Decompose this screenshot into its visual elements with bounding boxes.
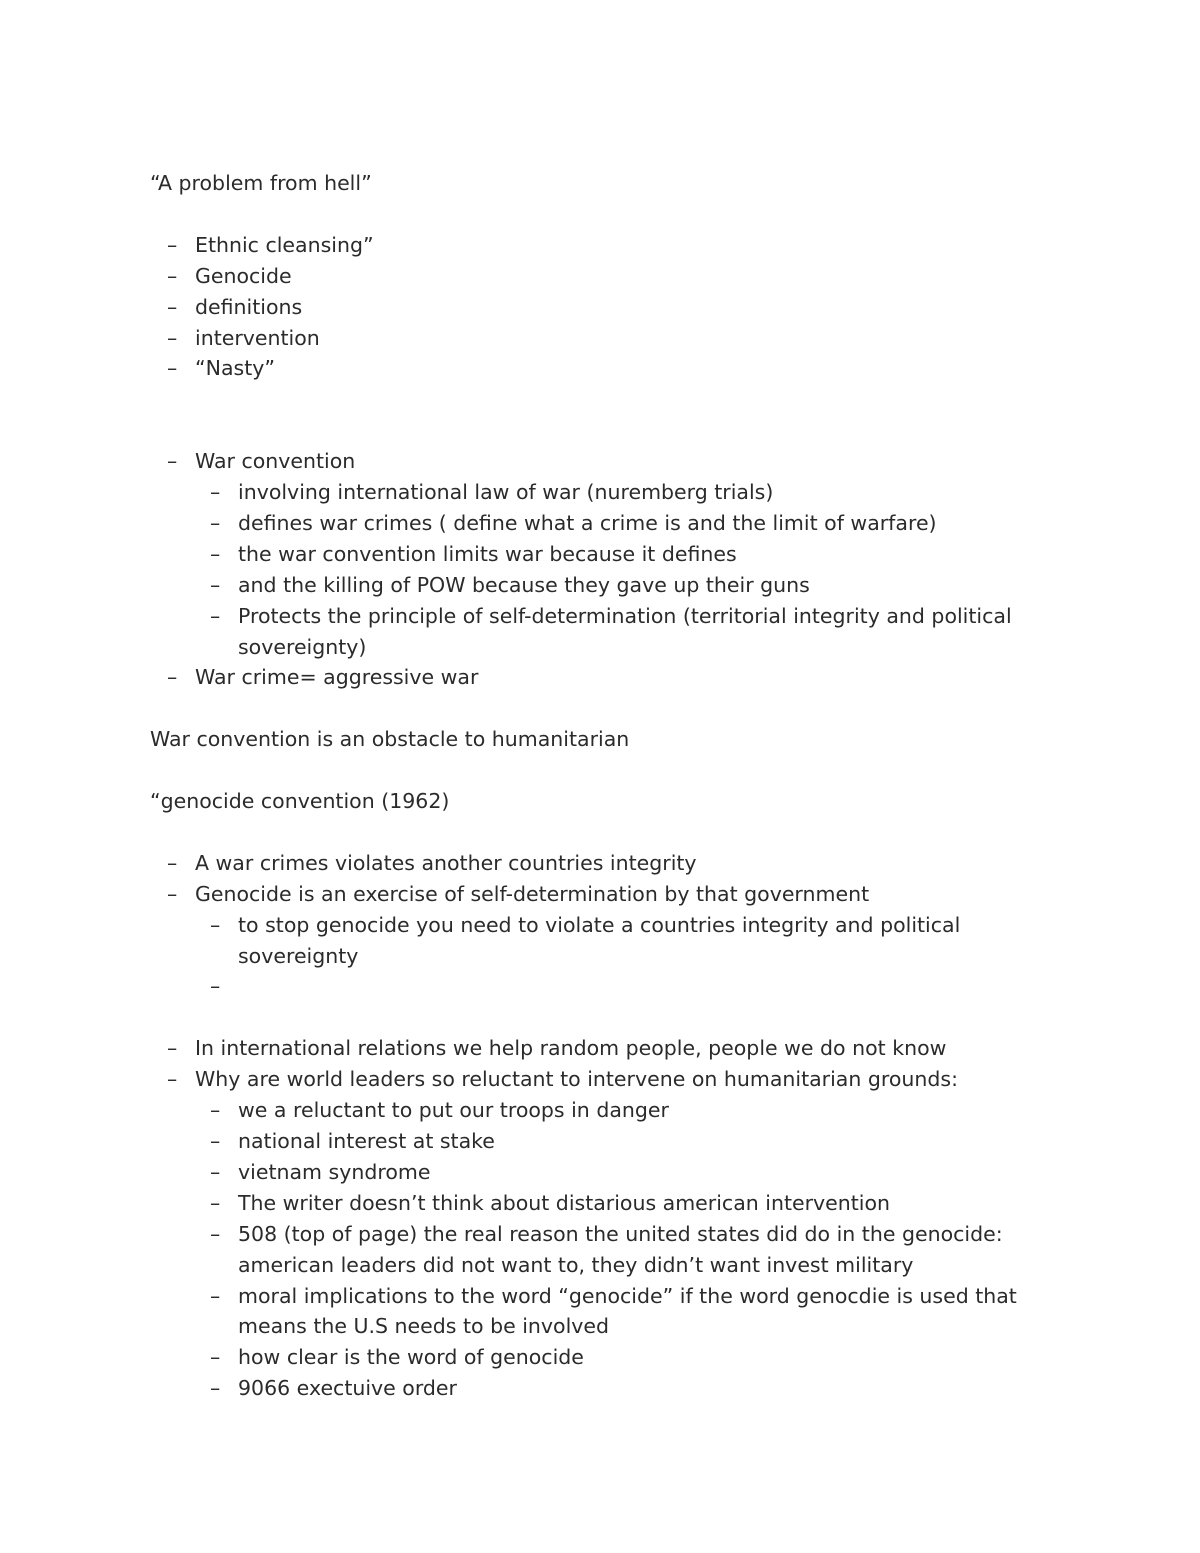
list-item-text: moral implications to the word “genocide” if the word genocdie is used that means the U.S needs to be involved	[238, 1283, 1017, 1339]
dash-bullet: –	[167, 232, 178, 257]
sub-list-item	[195, 1373, 1030, 1404]
dash-bullet: –	[167, 850, 178, 875]
list-item-text: intervention	[195, 325, 320, 350]
dash-bullet: –	[210, 1129, 221, 1153]
list-item-text: 508 (top of page) the real reason the united states did do in the genocide: american leaders did not want to, they didn’t want invest military	[238, 1221, 1003, 1277]
list-item	[150, 1033, 1030, 1064]
dash-bullet: –	[210, 1098, 221, 1123]
list-item-text: A war crimes violates another countries integrity	[195, 850, 697, 875]
list-item	[150, 230, 1030, 261]
list-item-text: we a reluctant to put our troops in danger	[238, 1098, 669, 1123]
blank-line	[150, 384, 1030, 446]
dash-bullet: –	[210, 1159, 221, 1184]
list-item-text: The writer doesn’t think about distarious american intervention	[238, 1190, 891, 1215]
sub-list-item	[195, 1126, 1030, 1157]
list-item-text: definitions	[195, 294, 303, 319]
list-item	[150, 848, 1030, 879]
dash-bullet: –	[210, 541, 221, 566]
list-item-text: War crime= aggressive war	[195, 665, 479, 690]
list-item-text: 9066 exectuive order	[238, 1376, 457, 1401]
sub-list-item	[195, 1095, 1030, 1126]
dash-bullet: –	[210, 1221, 221, 1246]
dash-bullet: –	[210, 603, 221, 628]
sub-list	[195, 1095, 1030, 1404]
sub-list-item	[195, 1157, 1030, 1188]
blank-line	[150, 1002, 1030, 1033]
dash-bullet: –	[210, 912, 221, 937]
topic-list	[150, 230, 1030, 385]
list-item-text: vietnam syndrome	[238, 1159, 431, 1184]
list-item	[150, 323, 1030, 354]
dash-bullet: –	[167, 665, 178, 690]
sub-list-item	[195, 910, 1030, 972]
sub-list-item	[195, 601, 1030, 663]
dash-bullet: –	[167, 356, 178, 381]
list-item-text: Why are world leaders so reluctant to intervene on humanitarian grounds:	[195, 1067, 958, 1092]
list-item-text: defines war crimes ( define what a crime is and the limit of warfare)	[238, 510, 937, 535]
dash-bullet: –	[167, 263, 178, 288]
dash-bullet: –	[167, 325, 178, 350]
sub-list-item	[195, 570, 1030, 601]
sub-list-item	[195, 539, 1030, 570]
list-item-text: involving international law of war (nuremberg trials)	[238, 480, 774, 505]
sub-list-item	[195, 1188, 1030, 1219]
list-item	[150, 261, 1030, 292]
list-item-text: Ethnic cleansing”	[195, 232, 374, 257]
blank-line	[150, 755, 1030, 786]
paragraph: “genocide convention (1962)	[150, 789, 450, 814]
dash-bullet: –	[167, 449, 178, 474]
notes-title: “A problem from hell”	[150, 171, 372, 195]
list-item-text: the war convention limits war because it defines	[238, 541, 737, 566]
list-item-text: War convention	[195, 449, 356, 474]
dash-bullet: –	[210, 1376, 221, 1401]
dash-bullet: –	[210, 480, 221, 505]
list-item-text: “Nasty”	[195, 356, 275, 381]
list-item-text: Genocide	[195, 263, 292, 288]
list-item	[150, 353, 1030, 384]
genocide-list	[150, 848, 1030, 1003]
sub-list	[195, 477, 1030, 662]
list-item-text: and the killing of POW because they gave up their guns	[238, 572, 810, 597]
sub-list	[195, 910, 1030, 1003]
list-item	[150, 662, 1030, 693]
blank-line	[150, 817, 1030, 848]
list-item-text: Genocide is an exercise of self-determination by that government	[195, 881, 870, 906]
dash-bullet: –	[167, 294, 178, 319]
dash-bullet: –	[210, 510, 221, 535]
sub-list-item	[195, 1342, 1030, 1373]
sub-list-item	[195, 477, 1030, 508]
list-item-text: Protects the principle of self-determination (territorial integrity and political sovereignty)	[238, 603, 1012, 659]
dash-bullet: –	[210, 572, 221, 597]
notes-content	[150, 168, 1030, 1404]
list-item	[150, 292, 1030, 323]
dash-bullet: –	[167, 1036, 178, 1061]
list-item	[150, 446, 1030, 662]
sub-list-item	[195, 1281, 1030, 1343]
blank-line	[150, 199, 1030, 230]
dash-bullet: –	[210, 1283, 221, 1308]
sub-list-item	[195, 971, 1030, 1002]
list-item-text: In international relations we help random people, people we do not know	[195, 1036, 947, 1061]
list-item-text: national interest at stake	[238, 1129, 495, 1153]
blank-line	[150, 693, 1030, 724]
sub-list-item	[195, 508, 1030, 539]
dash-bullet: –	[167, 881, 178, 906]
list-item-text: how clear is the word of genocide	[238, 1345, 584, 1370]
intervention-list	[150, 1033, 1030, 1404]
dash-bullet: –	[210, 1345, 221, 1370]
war-convention-list	[150, 446, 1030, 693]
list-item	[150, 879, 1030, 1003]
dash-bullet: –	[210, 974, 221, 999]
list-item-text: to stop genocide you need to violate a countries integrity and political sovereignty	[238, 912, 961, 968]
dash-bullet: –	[210, 1190, 221, 1215]
paragraph: War convention is an obstacle to humanitarian	[150, 727, 630, 752]
sub-list-item	[195, 1219, 1030, 1281]
list-item	[150, 1064, 1030, 1404]
dash-bullet: –	[167, 1067, 178, 1092]
